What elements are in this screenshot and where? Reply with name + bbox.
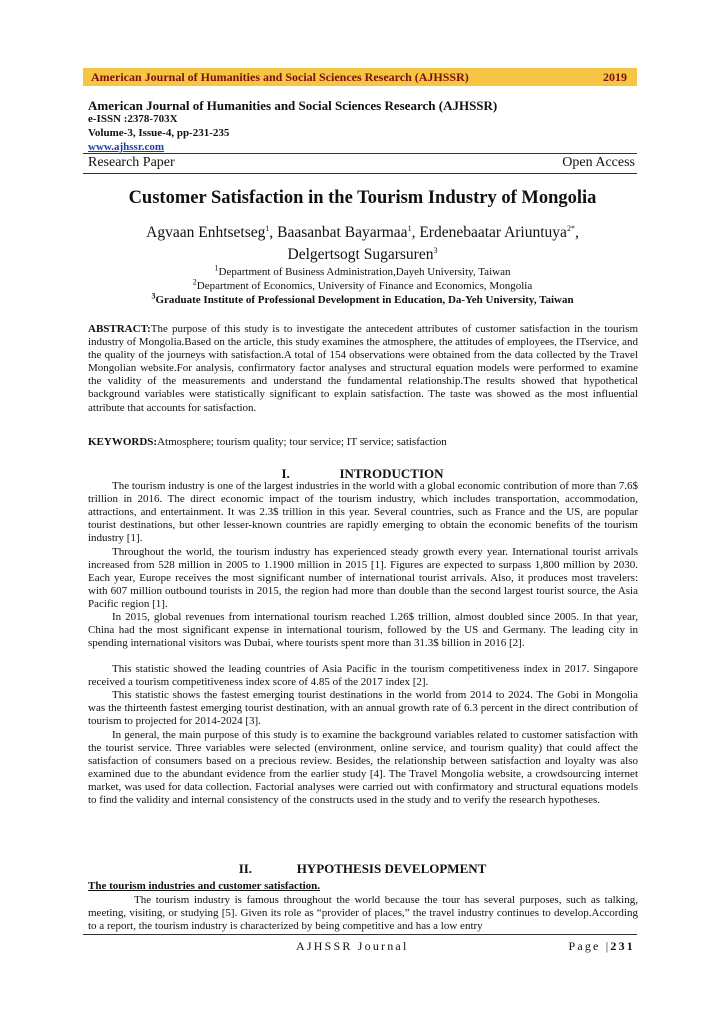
author-4: Delgertsogt Sugarsuren — [287, 246, 434, 263]
header-rule-top — [83, 153, 637, 154]
section-1-title: INTRODUCTION — [339, 466, 444, 481]
section-2-title: HYPOTHESIS DEVELOPMENT — [296, 861, 487, 876]
intro-paragraph-6: In general, the main purpose of this study is to examine the background variables related to customer satisfaction with the tourist service. Three variables were selected (environment, online service, and tourism quality) that could affect the satisfaction of consumers based on a precious review. Besides, the relationship between satisfaction and loyalty was also examined due to the abundant evidence from the earlier study [4]. The Travel Mongolia website, a crowdsourcing internet market, was used for data collection. Factorial analyses were carried out with confirmatory and structural equations models to find the validity and internal consistency of the constructs used in the study and to verify the research hypotheses. — [88, 729, 638, 807]
author-2-sup: 1 — [407, 223, 412, 233]
journal-banner — [83, 68, 637, 86]
affiliation-3-sup: 3 — [151, 291, 156, 301]
header-rule-bottom — [83, 173, 637, 174]
keywords-text: Atmosphere; tourism quality; tour service; IT service; satisfaction — [157, 436, 447, 448]
section-2-heading — [0, 861, 725, 877]
issn: e-ISSN :2378-703X — [88, 113, 178, 125]
affiliation-1-text: Department of Business Administration,Dayeh University, Taiwan — [218, 266, 511, 278]
intro-paragraph-5: This statistic shows the fastest emerging tourist destinations in the world from 2014 to 2024. The Gobi in Mongolia was the thirteenth fastest emerging tourist destination, with an annual growth rate of 6.3 percent in the direct contribution of tourism to projected for 2014-2024 [3]. — [88, 689, 638, 728]
footer-journal: AJHSSR Journal — [296, 939, 409, 953]
banner-year: 2019 — [603, 70, 627, 84]
abstract-label: ABSTRACT: — [88, 323, 151, 335]
section-1-number: I. — [281, 466, 290, 481]
footer-rule — [83, 934, 637, 935]
intro-paragraph-1: The tourism industry is one of the largest industries in the world with a global economic contribution of more than 7.6$ trillion in 2016. The direct economic impact of the tourism industry, which includes transportation, accommodation, attractions, and entertainment. It was 2.3$ trillion in this year. Several countries, such as France and the US, are popular tourist destinations, but other lesser-known countries are rapidly emerging to obtain the economic benefits of the tourism industry [1]. — [88, 480, 638, 545]
intro-paragraph-2: Throughout the world, the tourism industry has experienced steady growth every year. International tourist arrivals increased from 528 million in 2005 to 1.1900 million in 2015 [1]. Figures are expected to surpass 1,800 million by 2030. Each year, Europe receives the most significant number of international tourist arrivals. Also, it produces most travelers: with 607 million outbound tourists in 2015, the region had more than double than the second largest tourist source, the Asia Pacific region [1]. — [88, 546, 638, 611]
paper-title: Customer Satisfaction in the Tourism Industry of Mongolia — [128, 188, 597, 208]
journal-website-link[interactable]: www.ajhssr.com — [88, 141, 164, 153]
footer-page-label: Page | — [568, 939, 611, 953]
banner-journal-name: American Journal of Humanities and Social Sciences Research (AJHSSR) — [91, 70, 469, 84]
affiliation-2 — [0, 277, 725, 292]
intro-paragraph-4: This statistic showed the leading countries of Asia Pacific in the tourism competitiveness index in 2017. Singapore received a tourism competitiveness index score of 4.85 of the 2017 index [2]. — [88, 663, 638, 689]
footer-page-number: 231 — [610, 939, 635, 953]
keywords-label: KEYWORDS: — [88, 436, 158, 448]
author-2: Baasanbat Bayarmaa — [277, 224, 408, 241]
affiliation-2-text: Department of Economics, University of Finance and Economics, Mongolia — [196, 280, 533, 292]
abstract-text: The purpose of this study is to investigate the antecedent attributes of customer satisfaction in the tourism industry of Mongolia.Based on the article, this study examines the atmosphere, the attitudes of employees, the ITservice, and the quality of the journeys with satisfaction.A total of 154 observations were obtained from the data collected by the Travel Mongolian website.For analysis, confirmatory factor analyses and structural equation models were performed to examine the validity of the measurements and understand the fundamental relationship.The results showed that hypothetical background variables were statistically significant to explain satisfaction. The taste was showed as the most influential attribute that accounts for satisfaction. — [88, 323, 638, 414]
affiliation-2-sup: 2 — [192, 277, 197, 287]
paper-type: Research Paper — [88, 155, 175, 170]
affiliation-1-sup: 1 — [214, 263, 219, 273]
keywords — [88, 436, 638, 449]
intro-paragraph-3: In 2015, global revenues from international tourism reached 1.26$ trillion, almost doubled since 2005. In that year, China had the most significant expense in international tourism, followed by the US and Germany. The leading city in spending international visitors was Dubai, where tourists spent more than 31.3$ billion in 2016 [2]. — [88, 611, 638, 650]
author-1-sup: 1 — [265, 223, 270, 233]
author-1: Agvaan Enhtsetseg — [146, 224, 266, 241]
volume-info: Volume-3, Issue-4, pp-231-235 — [88, 127, 230, 139]
section-2-paragraph: The tourism industry is famous throughout the world because the tour has several purposes, such as talking, meeting, visiting, or studying [5]. Given its role as “provider of places,” the travel industry continues to develop.According to a report, the tourism industry is characterized by being competitive and has a low entry — [88, 894, 638, 933]
section-2-number: II. — [238, 861, 253, 876]
journal-title: American Journal of Humanities and Social Sciences Research (AJHSSR) — [88, 98, 498, 113]
affiliation-3 — [0, 291, 725, 306]
section-2-subheading: The tourism industries and customer satisfaction. — [88, 880, 321, 892]
abstract — [88, 323, 638, 415]
affiliation-3-text: Graduate Institute of Professional Development in Education, Da-Yeh University, Taiwan — [155, 294, 574, 306]
author-3-sup: 2* — [566, 223, 575, 233]
author-list: Agvaan Enhtsetseg$^1$, Baasanbat Bayarmaa$^1$, Erdenebaatar Ariuntuya$^{2*}$, Delgertsogt Sugarsuren$^3$ — [146, 223, 579, 263]
author-3: Erdenebaatar Ariuntuya — [419, 224, 567, 241]
author-4-sup: 3 — [433, 245, 438, 255]
footer-page — [568, 939, 635, 954]
affiliation-1 — [0, 263, 725, 278]
open-access-label: Open Access — [562, 155, 635, 170]
